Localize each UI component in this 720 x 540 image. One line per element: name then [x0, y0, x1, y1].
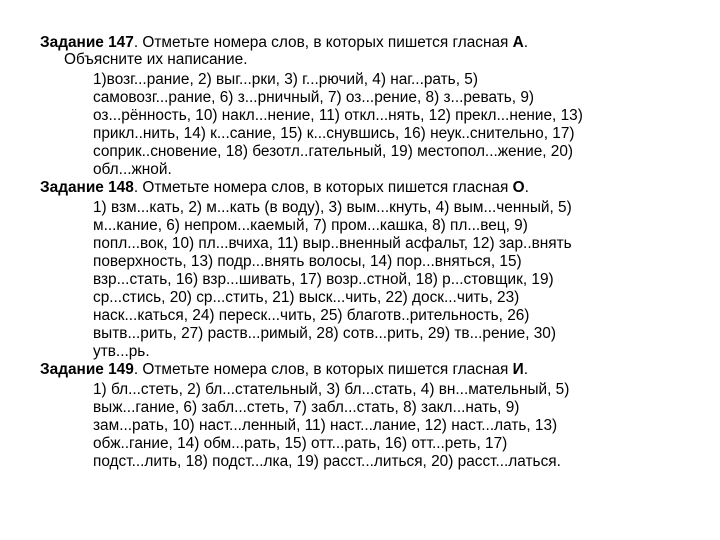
task-148-line: утв...рь. [93, 343, 150, 360]
task-149-line: подст...лить, 18) подст...лка, 19) расст...литься, 20) расст...латься. [93, 453, 561, 470]
task-149-line: 1) бл...стеть, 2) бл...стательный, 3) бл...стать, 4) вн...мательный, 5) [93, 381, 570, 398]
task-148-heading: Задание 148. Отметьте номера слов, в которых пишется гласная О. [40, 179, 529, 196]
task-148-line: взр...стать, 16) взр...шивать, 17) возр..стной, 18) р...стовщик, 19) [93, 271, 554, 288]
task-148-line: наск...каться, 24) переск...чить, 25) благотв..рительность, 26) [93, 307, 530, 324]
task-147-letter: А [512, 34, 524, 51]
task-147-prompt: . Отметьте номера слов, в которых пишется гласная [133, 34, 513, 51]
task-148-line: попл...вок, 10) пл...вчиха, 11) выр..вненный асфальт, 12) зар..внять [93, 235, 572, 252]
task-148-letter: О [512, 179, 525, 196]
task-148-line: вытв...рить, 27) раств...римый, 28) сотв...рить, 29) тв...рение, 30) [93, 325, 556, 342]
task-147-number: Задание 147 [40, 34, 134, 51]
task-148-number: Задание 148 [40, 179, 134, 196]
task-149-line: зам...рать, 10) наст...ленный, 11) наст...лание, 12) наст...лать, 13) [93, 417, 558, 434]
task-149-line: обж..гание, 14) обм...рать, 15) отт...рать, 16) отт...реть, 17) [93, 435, 508, 452]
task-147-line: 1)возг...рание, 2) выг...рки, 3) г...рючий, 4) наг...рать, 5) [93, 71, 478, 88]
task-147-line: оз...рённость, 10) накл...нение, 11) откл...нять, 12) прекл...нение, 13) [93, 107, 583, 124]
task-147-line: соприк..сновение, 18) безотл..гательный, 19) местопол...жение, 20) [93, 143, 574, 160]
task-147-heading: Задание 147. Отметьте номера слов, в которых пишется гласная А. [40, 34, 529, 51]
task-148-line: поверхность, 13) подр...внять волосы, 14) пор...вняться, 15) [93, 253, 522, 270]
task-148-line: м...кание, 6) непром...каемый, 7) пром...кашка, 8) пл...вец, 9) [93, 217, 528, 234]
task-147-line: Объясните их написание. [64, 51, 248, 68]
task-147-line: обл...жной. [93, 161, 172, 178]
task-148-line: ср...стись, 20) ср...стить, 21) выск...чить, 22) доск...чить, 23) [93, 289, 520, 306]
task-149-letter: И [512, 361, 524, 378]
task-148-line: 1) взм...кать, 2) м...кать (в воду), 3) вым...кнуть, 4) вым...ченный, 5) [93, 199, 572, 216]
task-147-line: прикл..нить, 14) к...сание, 15) к...снувшись, 16) неук..снительно, 17) [93, 125, 575, 142]
task-148-prompt: . Отметьте номера слов, в которых пишется гласная [133, 179, 513, 196]
task-149-prompt: . Отметьте номера слов, в которых пишется гласная [133, 361, 513, 378]
task-149-heading: Задание 149. Отметьте номера слов, в которых пишется гласная И. [40, 361, 528, 378]
task-149-line: выж...гание, 6) забл...стеть, 7) забл...стать, 8) закл...нать, 9) [93, 399, 520, 416]
task-147-line: самовозг...рание, 6) з...рничный, 7) оз...рение, 8) з...ревать, 9) [93, 89, 535, 106]
task-149-number: Задание 149 [40, 361, 134, 378]
